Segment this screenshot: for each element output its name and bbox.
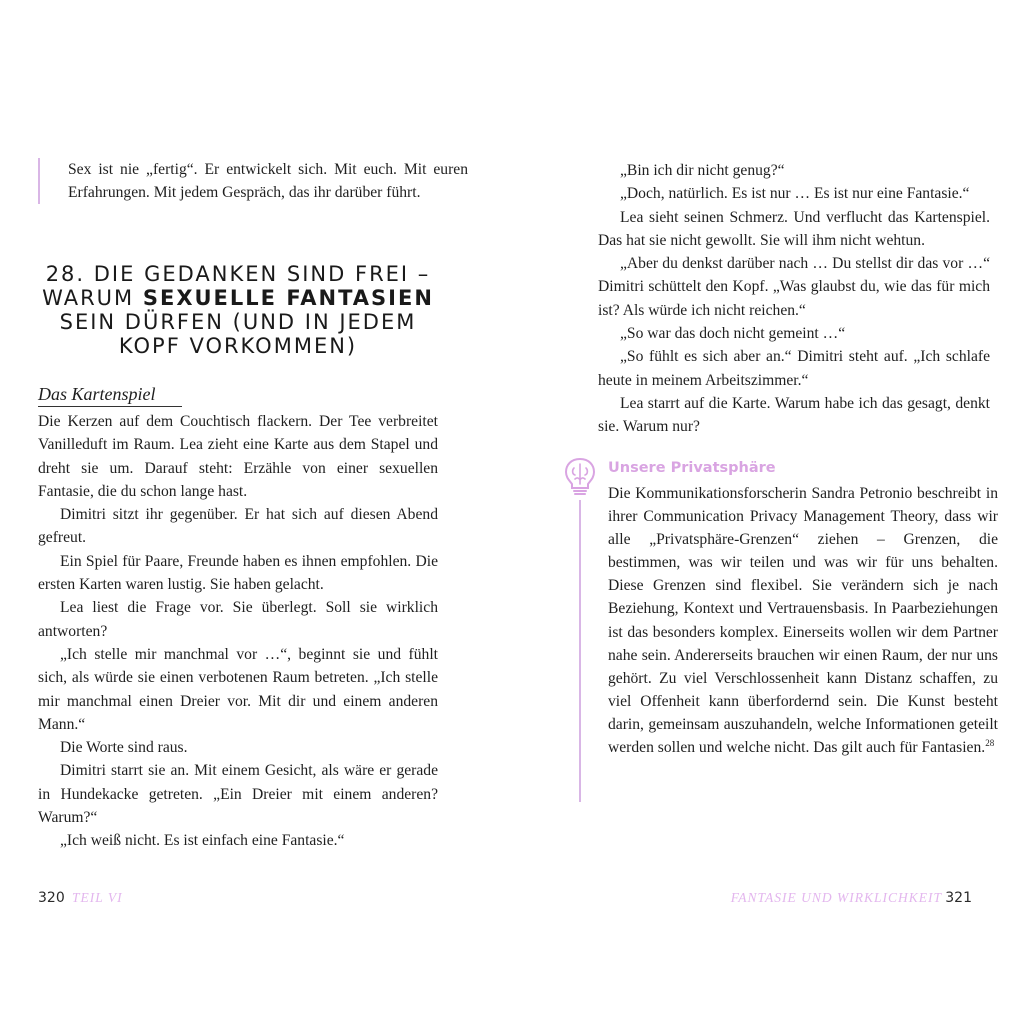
chapter-title-line-1: 28. DIE GEDANKEN SIND FREI –	[45, 262, 431, 286]
chapter-title-emphasis: SEXUELLE FANTASIEN	[142, 286, 434, 310]
lightbulb-brain-icon	[562, 456, 598, 498]
paragraph: Die Worte sind raus.	[60, 739, 188, 757]
info-box-rule	[579, 500, 581, 802]
page-number-right: 321	[945, 890, 972, 906]
paragraph: „Aber du denkst darüber nach … Du stellst dir das vor …“ Dimitri schüttelt den Kopf. „Was glaubst du, wie das für mich ist? Als würde ich nicht reichen.“	[598, 255, 990, 319]
paragraph: Lea sieht seinen Schmerz. Und verflucht das Kartenspiel. Das hat sie nicht gewollt. Sie will ihm nicht wehtun.	[598, 208, 990, 249]
left-body-text	[38, 410, 438, 853]
running-head-right: FANTASIE UND WIRKLICHKEIT	[730, 890, 942, 905]
right-body-text	[598, 159, 990, 439]
paragraph: Lea liest die Frage vor. Sie überlegt. Soll sie wirklich antworten?	[38, 599, 438, 640]
chapter-title-line-3: SEIN DÜRFEN (UND IN JEDEM	[59, 310, 417, 334]
paragraph: Dimitri starrt sie an. Mit einem Gesicht, als wäre er gerade in Hundekacke getreten. „Ein Dreier mit einem anderen? Warum?“	[38, 762, 438, 827]
paragraph: Die Kerzen auf dem Couchtisch flackern. Der Tee verbreitet Vanilleduft im Raum. Lea zieht eine Karte aus dem Stapel und dreht sie um. Darauf steht: Erzähle von einer sexuellen Fantasie, die du schon lange hast.	[38, 413, 438, 500]
paragraph: „Doch, natürlich. Es ist nur … Es ist nur eine Fantasie.“	[620, 185, 970, 203]
paragraph: „So fühlt es sich aber an.“ Dimitri steht auf. „Ich schlafe heute in meinem Arbeitszimmer.“	[598, 348, 990, 389]
paragraph: „So war das doch nicht gemeint …“	[620, 325, 846, 343]
info-box	[562, 456, 998, 806]
running-head-left: TEIL VI	[72, 890, 123, 905]
paragraph: Lea starrt auf die Karte. Warum habe ich das gesagt, denkt sie. Warum nur?	[598, 394, 990, 436]
info-box-body	[608, 482, 998, 759]
chapter-title-line-2	[38, 286, 438, 310]
paragraph: „Ich stelle mir manchmal vor …“, beginnt sie und fühlt sich, als würde sie einen verbotenen Raum betreten. „Ich stelle mir manchmal einen Dreier vor. Mit dir und einem anderen Mann.“	[38, 645, 438, 733]
info-box-title: Unsere Privatsphäre	[608, 460, 776, 476]
chapter-title-prefix: WARUM	[42, 286, 143, 310]
chapter-title	[38, 262, 438, 358]
paragraph: Ein Spiel für Paare, Freunde haben es ihnen empfohlen. Die ersten Karten waren lustig. Sie haben gelacht.	[38, 552, 438, 594]
right-page	[512, 0, 1024, 1024]
page-number-left: 320	[38, 890, 65, 906]
paragraph: „Bin ich dir nicht genug?“	[620, 162, 785, 179]
paragraph: Dimitri sitzt ihr gegenüber. Er hat sich auf diesen Abend gefreut.	[38, 506, 438, 547]
info-box-text: Die Kommunikationsforscherin Sandra Petronio beschreibt in ihrer Communication Privacy Management Theory, dass wir alle „Privatsphäre-Grenzen“ ziehen – Grenzen, die bestimmen, was wir teilen und was wir für uns behalten. Diese Grenzen sind flexibel. Sie verändern sich je nach Beziehung, Kontext und Vertrauensbasis. In Paarbeziehungen ist das besonders komplex. Einerseits wollen wir dem Partner nahe sein. Andererseits brauchen wir einen Raum, der nur uns gehört. Zu viel Verschlossenheit kann Distanz schaffen, zu viel Offenheit kann überfordernd sein. Die Kunst besteht darin, gemeinsam auszuhandeln, welche Informationen geteilt werden sollen und welche nicht. Das gilt auch für Fantasien.	[608, 485, 998, 757]
footnote-marker: 28	[985, 737, 995, 748]
chapter-title-line-4: KOPF VORKOMMEN)	[118, 334, 358, 358]
pull-quote: Sex ist nie „fertig“. Er entwickelt sich. Mit euch. Mit euren Erfahrungen. Mit jedem Gespräch, das ihr darüber führt.	[38, 158, 468, 204]
section-subhead: Das Kartenspiel	[38, 383, 182, 407]
paragraph: „Ich weiß nicht. Es ist einfach eine Fantasie.“	[60, 832, 345, 850]
